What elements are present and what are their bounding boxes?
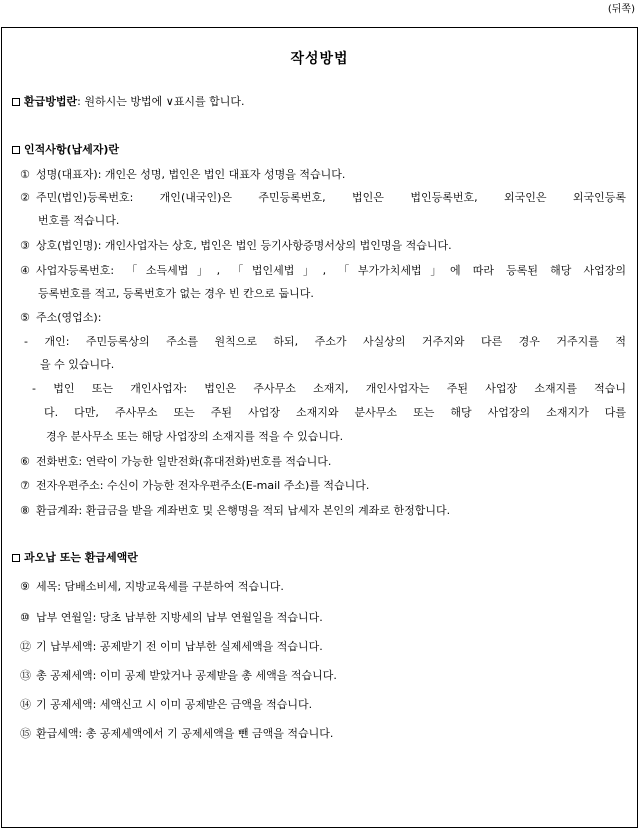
item-3: ③ 상호(법인명): 개인사업자는 상호, 법인은 법인 등기사항증명서상의 법인명을 적습니다.	[20, 239, 452, 252]
item-4: ④ 사업자등록번호: 「소득세법」, 「법인세법」, 「부가가치세법」에 따라 등록된 해당 사업장의	[20, 264, 626, 277]
section-refund-method	[12, 93, 245, 109]
item-5-corporate-cont2: 경우 분사무소 또는 해당 사업장의 소재지를 적을 수 있습니다.	[46, 430, 344, 443]
back-side-label: (뒤쪽)	[607, 4, 635, 15]
item-5-corporate: - 법인 또는 개인사업자: 법인은 주사무소 소재지, 개인사업자는 주된 사업장 소재지를 적습니	[32, 382, 626, 395]
item-14: ⑭ 기 공제세액: 세액신고 시 이미 공제받은 금액을 적습니다.	[20, 698, 313, 711]
item-8: ⑧ 환급계좌: 환급금을 받을 계좌번호 및 은행명을 적되 납세자 본인의 계좌로 한정합니다.	[20, 504, 451, 517]
item-5-corporate-cont1: 다. 다만, 주사무소 또는 주된 사업장 소재지와 분사무소 또는 해당 사업장의 소재지가 다를	[44, 406, 626, 419]
item-6: ⑥ 전화번호: 연락이 가능한 일반전화(휴대전화)번호를 적습니다.	[20, 455, 332, 468]
checkbox-icon	[12, 554, 20, 562]
item-5: ⑤ 주소(영업소):	[20, 311, 102, 324]
checkbox-icon	[12, 98, 20, 106]
section-heading: 환급방법란	[24, 95, 78, 108]
item-2-cont: 번호를 적습니다.	[38, 214, 120, 227]
item-12: ⑫ 기 납부세액: 공제받기 전 이미 납부한 실제세액을 적습니다.	[20, 640, 323, 653]
item-5-individual: - 개인: 주민등록상의 주소를 원칙으로 하되, 주소가 사실상의 거주지와 다른 경우 거주지를 적	[24, 335, 626, 348]
page-title: 작성방법	[290, 51, 349, 67]
item-7: ⑦ 전자우편주소: 수신이 가능한 전자우편주소(E-mail 주소)를 적습니다.	[20, 479, 370, 492]
item-13: ⑬ 총 공제세액: 이미 공제 받았거나 공제받을 총 세액을 적습니다.	[20, 669, 337, 682]
section-text: : 원하시는 방법에 ∨표시를 합니다.	[77, 95, 245, 108]
item-15: ⑮ 환급세액: 총 공제세액에서 기 공제세액을 뺀 금액을 적습니다.	[20, 727, 334, 740]
section-heading: 과오납 또는 환급세액란	[24, 551, 138, 564]
item-5-individual-cont: 을 수 있습니다.	[40, 358, 115, 371]
instructions-frame	[1, 27, 638, 828]
item-2: ② 주민(법인)등록번호: 개인(내국인)은 주민등록번호, 법인은 법인등록번호, 외국인은 외국인등록	[20, 191, 626, 204]
item-9: ⑨ 세목: 담배소비세, 지방교육세를 구분하여 적습니다.	[20, 580, 284, 593]
section-overpayment	[12, 549, 138, 565]
item-10: ⑩ 납부 연월일: 당초 납부한 지방세의 납부 연월일을 적습니다.	[20, 611, 323, 624]
item-1: ① 성명(대표자): 개인은 성명, 법인은 법인 대표자 성명을 적습니다.	[20, 168, 346, 181]
section-personal-info	[12, 141, 119, 157]
checkbox-icon	[12, 146, 20, 154]
section-heading: 인적사항(납세자)란	[24, 143, 120, 156]
item-4-cont: 등록번호를 적고, 등록번호가 없는 경우 빈 칸으로 둡니다.	[38, 287, 314, 300]
